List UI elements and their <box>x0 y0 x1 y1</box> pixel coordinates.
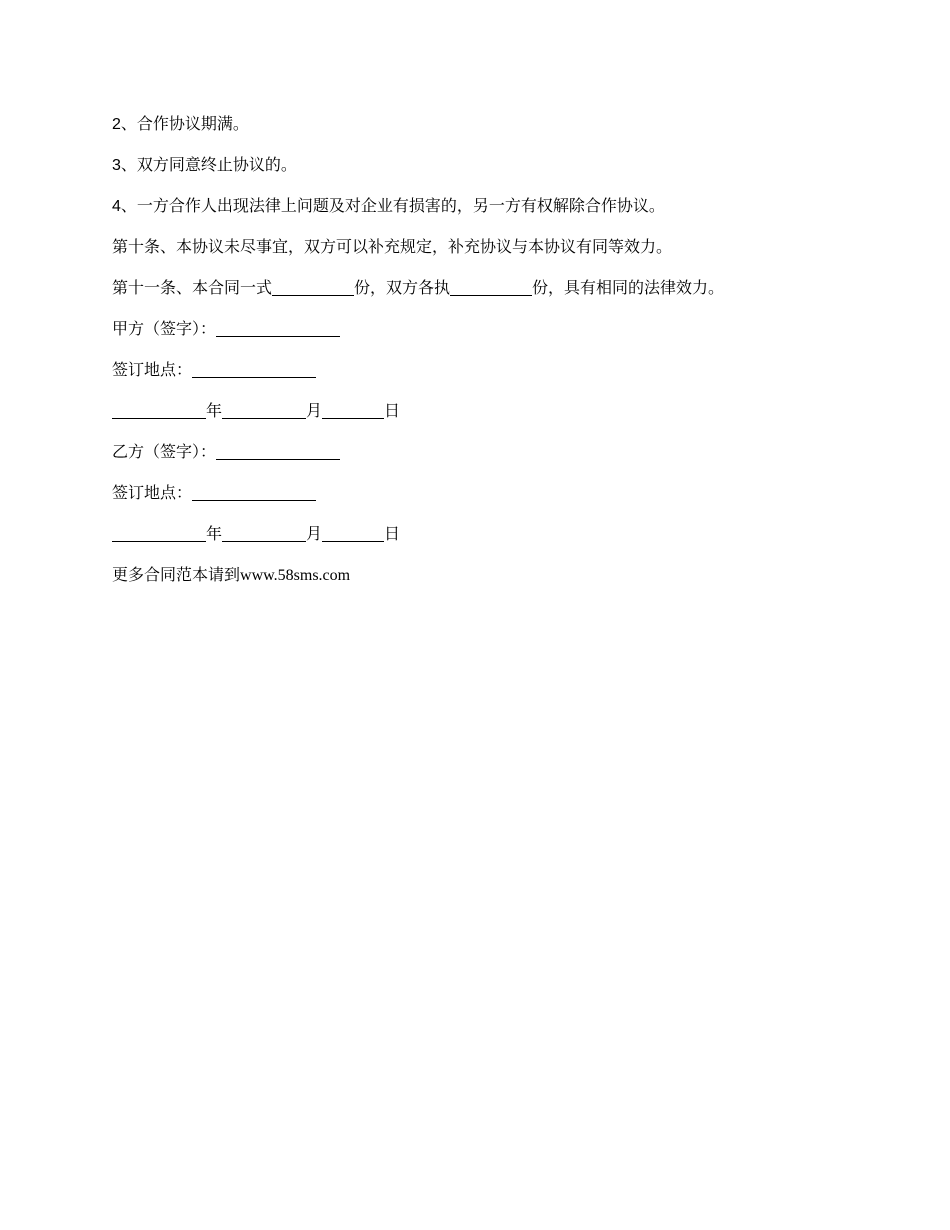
clause-item-2 <box>112 112 852 153</box>
article-10 <box>112 235 852 276</box>
day-label: 日 <box>384 401 401 420</box>
party-a-day-blank[interactable] <box>322 400 384 419</box>
party-a-place <box>112 358 852 399</box>
document-body <box>112 112 852 604</box>
party-b-place-label: 签订地点： <box>112 483 193 502</box>
party-a-place-label: 签订地点： <box>112 360 193 379</box>
copies-total-blank[interactable] <box>272 277 354 296</box>
party-b-year-blank[interactable] <box>112 523 206 542</box>
year-label: 年 <box>206 401 223 420</box>
party-a-month-blank[interactable] <box>222 400 306 419</box>
footer-text: 更多合同范本请到 <box>112 565 241 584</box>
party-b-sign-label: 乙方（签字）： <box>112 442 217 461</box>
month-label: 月 <box>306 524 323 543</box>
party-a-signature <box>112 317 852 358</box>
party-b-signature <box>112 440 852 481</box>
party-a-year-blank[interactable] <box>112 400 206 419</box>
clause-text: 、双方同意终止协议的。 <box>120 155 297 174</box>
clause-item-3 <box>112 153 852 194</box>
year-label: 年 <box>206 524 223 543</box>
clause-item-4 <box>112 194 852 235</box>
party-b-day-blank[interactable] <box>322 523 384 542</box>
copies-each-blank[interactable] <box>450 277 532 296</box>
party-b-date <box>112 522 852 563</box>
article-text-part: 份，具有相同的法律效力。 <box>532 278 725 297</box>
party-a-sign-label: 甲方（签字）： <box>112 319 217 338</box>
clause-text: 、一方合作人出现法律上问题及对企业有损害的，另一方有权解除合作协议。 <box>120 196 665 215</box>
footer-note <box>112 563 852 604</box>
clause-number: 4 <box>112 198 121 215</box>
day-label: 日 <box>384 524 401 543</box>
party-a-signature-blank[interactable] <box>216 318 340 337</box>
party-a-date <box>112 399 852 440</box>
article-11 <box>112 276 852 317</box>
party-b-place-blank[interactable] <box>192 482 316 501</box>
footer-site-link[interactable]: www.58sms.com <box>240 567 351 584</box>
clause-text: 、合作协议期满。 <box>120 114 249 133</box>
party-b-signature-blank[interactable] <box>216 441 340 460</box>
party-a-place-blank[interactable] <box>192 359 316 378</box>
party-b-place <box>112 481 852 522</box>
clause-number: 2 <box>112 116 121 133</box>
article-text-part: 第十一条、本合同一式 <box>112 278 273 297</box>
party-b-month-blank[interactable] <box>222 523 306 542</box>
clause-number: 3 <box>112 157 121 174</box>
month-label: 月 <box>306 401 323 420</box>
article-text: 第十条、本协议未尽事宜，双方可以补充规定，补充协议与本协议有同等效力。 <box>112 237 673 256</box>
article-text-part: 份，双方各执 <box>354 278 451 297</box>
